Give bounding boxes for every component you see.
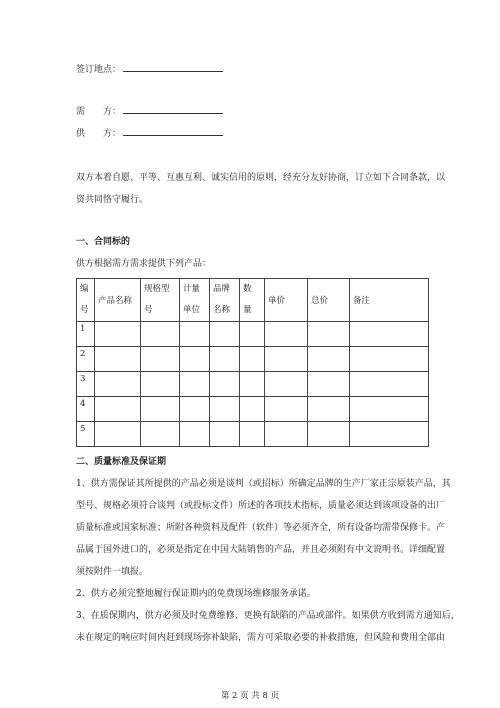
buyer-blank xyxy=(123,104,223,114)
clause1-line-3: 质量标准或国家标准；所附各种资料及配件（软件）等必须齐全，所有设备均需带保修卡。产 xyxy=(76,523,446,533)
header-spec: 规格型 号 xyxy=(141,279,180,322)
header-total: 总价 xyxy=(308,279,350,322)
row-number: 2 xyxy=(77,347,95,372)
cell-product-name[interactable] xyxy=(95,322,141,347)
cell-qty[interactable] xyxy=(240,422,265,447)
intro-line-2: 资共同恪守履行。 xyxy=(76,195,149,205)
supplier-line xyxy=(76,126,223,140)
cell-brand[interactable] xyxy=(210,322,240,347)
buyer-line xyxy=(76,104,223,118)
clause1-line-4: 品属于国外进口的，必须是指定在中国大陆销售的产品，并且必须附有中文说明书。详细配置 xyxy=(76,545,446,555)
table-header-row xyxy=(77,279,429,322)
page-footer: 第 2 页 共 8 页 xyxy=(220,691,280,701)
supplier-label: 供 方： xyxy=(76,129,122,139)
sign-place-blank xyxy=(123,62,223,72)
cell-remark[interactable] xyxy=(350,397,429,422)
cell-unit[interactable] xyxy=(180,347,210,372)
row-number: 1 xyxy=(77,322,95,347)
cell-qty[interactable] xyxy=(240,347,265,372)
cell-unit[interactable] xyxy=(180,372,210,397)
cell-spec[interactable] xyxy=(141,422,180,447)
cell-spec[interactable] xyxy=(141,372,180,397)
table-row xyxy=(77,347,429,372)
table-row xyxy=(77,397,429,422)
cell-spec[interactable] xyxy=(141,347,180,372)
cell-unit[interactable] xyxy=(180,322,210,347)
clause3-line-2: 未在规定的响应时间内赶到现场弥补缺陷，需方可采取必要的补救措施，但风险和费用全部由 xyxy=(76,633,446,643)
clause1-line-5: 须按附件一填报。 xyxy=(76,567,149,577)
clause2: 2、供方必须完整地履行保证期内的免费现场维修服务承诺。 xyxy=(76,589,316,599)
cell-remark[interactable] xyxy=(350,322,429,347)
cell-product-name[interactable] xyxy=(95,347,141,372)
cell-price[interactable] xyxy=(265,347,308,372)
cell-total[interactable] xyxy=(308,347,350,372)
cell-spec[interactable] xyxy=(141,322,180,347)
cell-qty[interactable] xyxy=(240,397,265,422)
clause1-line-1: 1、供方需保证其所提供的产品必须是谈判（或招标）所确定品牌的生产厂家正宗原装产品，其 xyxy=(76,479,451,489)
row-number: 5 xyxy=(77,422,95,447)
cell-remark[interactable] xyxy=(350,372,429,397)
header-price: 单价 xyxy=(265,279,308,322)
row-number: 4 xyxy=(77,397,95,422)
cell-total[interactable] xyxy=(308,422,350,447)
cell-remark[interactable] xyxy=(350,347,429,372)
header-unit: 计量 单位 xyxy=(180,279,210,322)
table-row xyxy=(77,322,429,347)
product-table xyxy=(76,278,429,447)
cell-brand[interactable] xyxy=(210,347,240,372)
header-qty: 数 量 xyxy=(240,279,265,322)
header-product-name: 产品名称 xyxy=(95,279,141,322)
buyer-label: 需 方： xyxy=(76,107,122,117)
clause3-line-1: 3、在质保期内，供方必须及时免费维修、更换有缺陷的产品或部件。如果供方收到需方通知后， xyxy=(76,611,460,621)
cell-remark[interactable] xyxy=(350,422,429,447)
cell-total[interactable] xyxy=(308,372,350,397)
supplier-blank xyxy=(123,126,223,136)
cell-product-name[interactable] xyxy=(95,372,141,397)
cell-spec[interactable] xyxy=(141,397,180,422)
cell-total[interactable] xyxy=(308,397,350,422)
header-remark: 备注 xyxy=(350,279,429,322)
cell-product-name[interactable] xyxy=(95,422,141,447)
cell-unit[interactable] xyxy=(180,422,210,447)
section2-title: 二、质量标准及保证期 xyxy=(76,457,167,467)
cell-brand[interactable] xyxy=(210,422,240,447)
cell-product-name[interactable] xyxy=(95,397,141,422)
cell-brand[interactable] xyxy=(210,372,240,397)
intro-line-1: 双方本着自愿、平等、互惠互利、诚实信用的原则，经充分友好协商，订立如下合同条款，以 xyxy=(76,173,446,183)
cell-price[interactable] xyxy=(265,372,308,397)
cell-qty[interactable] xyxy=(240,372,265,397)
section1-title: 一、合同标的 xyxy=(76,237,131,247)
table-row xyxy=(77,372,429,397)
cell-brand[interactable] xyxy=(210,397,240,422)
header-brand: 品牌 名称 xyxy=(210,279,240,322)
clause1-line-2: 型号、规格必须符合谈判（或投标文件）所述的各项技术指标，质量必须达到该项设备的出厂 xyxy=(76,501,446,511)
sign-place-label: 签订地点： xyxy=(76,65,122,75)
cell-price[interactable] xyxy=(265,322,308,347)
cell-qty[interactable] xyxy=(240,322,265,347)
cell-price[interactable] xyxy=(265,422,308,447)
cell-price[interactable] xyxy=(265,397,308,422)
sign-place-line xyxy=(76,62,223,76)
section1-lead: 供方根据需方需求提供下列产品： xyxy=(76,259,212,269)
header-no: 编 号 xyxy=(77,279,95,322)
cell-total[interactable] xyxy=(308,322,350,347)
table-row xyxy=(77,422,429,447)
row-number: 3 xyxy=(77,372,95,397)
cell-unit[interactable] xyxy=(180,397,210,422)
